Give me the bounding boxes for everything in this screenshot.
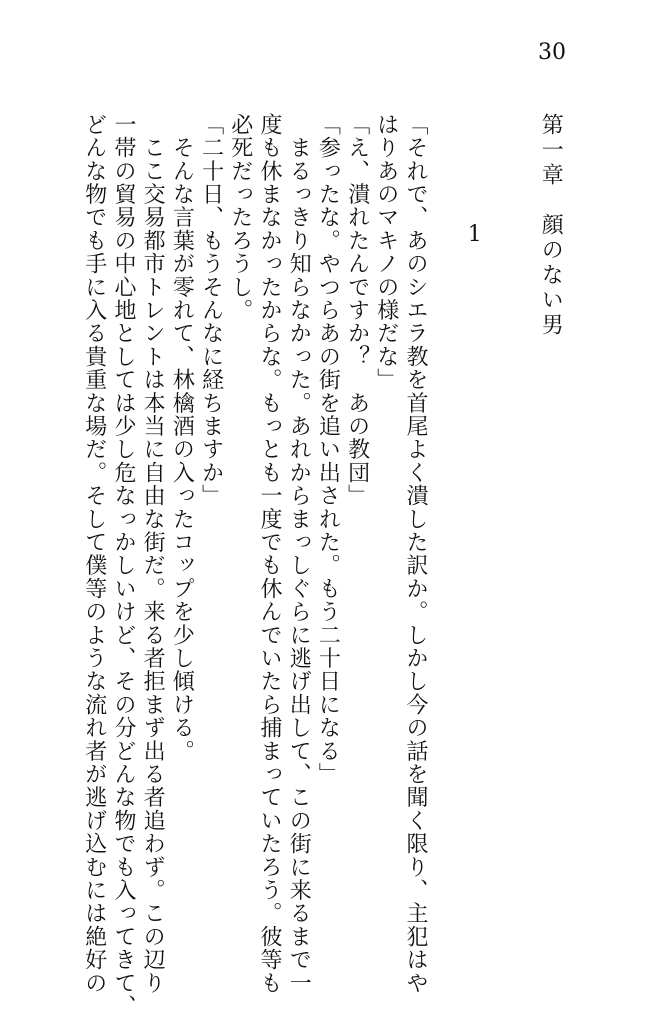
- text-line: 「二十日、もうそんなに経ちますか」: [198, 113, 224, 508]
- text-line: ここ交易都市トレントは本当に自由な街だ。来る者拒まず出る者追わず。この辺り: [140, 113, 166, 995]
- body-text: [81, 113, 430, 1018]
- text-line: 「参ったな。やつらあの街を追い出された。もう二十日になる」: [315, 113, 341, 786]
- section-number: 1: [462, 222, 488, 247]
- page-number: 30: [538, 40, 566, 65]
- chapter-title: 第一章 顔のない男: [538, 113, 564, 338]
- text-line: 度も休まなかったからな。もっとも一度でも休んでいたら捕まっていたろう。彼等も: [256, 113, 282, 995]
- text-line: 「え、潰れたんですか？ あの教団」: [344, 113, 370, 508]
- text-line: どんな物でも手に入る貴重な場だ。そして僕等のような流れ者が逃げ込むには絶好の: [81, 113, 107, 995]
- text-line: そんな言葉が零れて、林檎酒の入ったコップを少し傾ける。: [169, 113, 195, 763]
- text-line: 一帯の貿易の中心地としては少し危なっかしいけど、その分どんな物でも入ってきて、: [110, 113, 136, 1018]
- text-line: まるっきり知らなかった。あれからまっしぐらに逃げ出して、この街に来るまで一: [286, 113, 312, 995]
- text-line: 必死だったろうし。: [227, 113, 253, 322]
- text-line: 「それで、あのシエラ教を首尾よく潰した訳か。しかし今の話を聞く限り、主犯はや: [403, 113, 428, 995]
- text-line: はりあのマキノの様だな」: [373, 113, 399, 392]
